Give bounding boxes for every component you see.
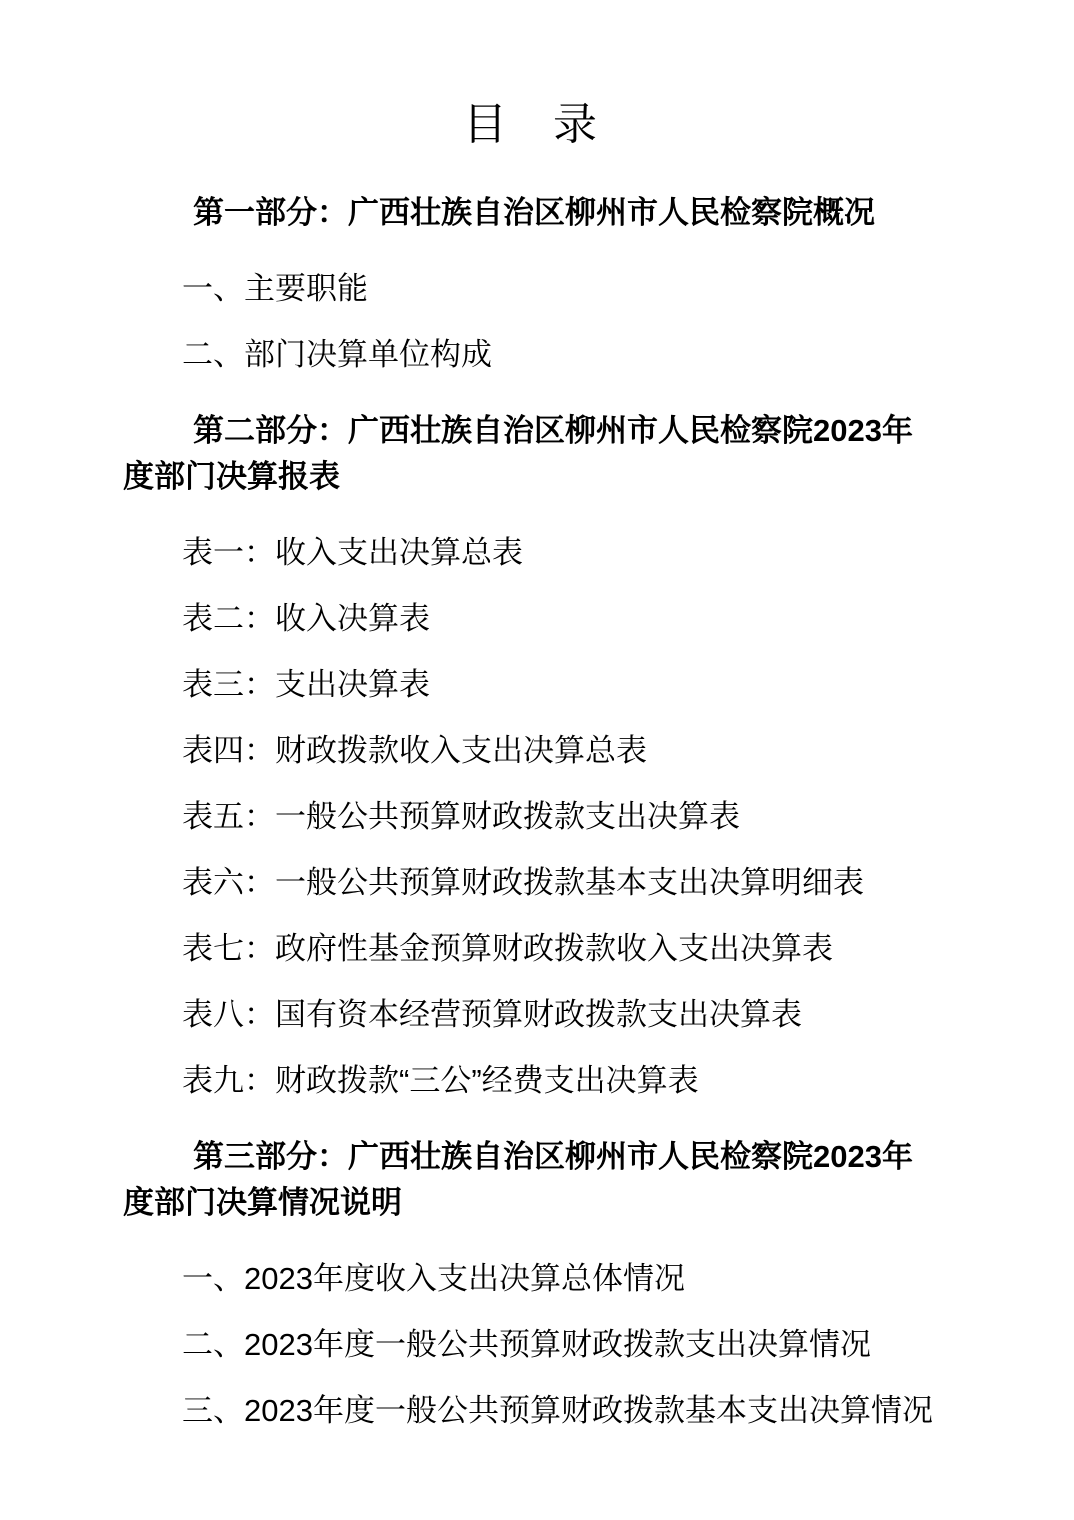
toc-item: 表六：一般公共预算财政拨款基本支出决算明细表	[182, 865, 864, 900]
toc-item: 表三：支出决算表	[182, 667, 430, 702]
table-of-contents	[123, 190, 938, 1434]
section-heading-3: 第三部分：广西壮族自治区柳州市人民检察院2023年度部门决算情况说明	[123, 1139, 913, 1220]
toc-item: 表八：国有资本经营预算财政拨款支出决算表	[182, 997, 802, 1032]
section-heading-2: 第二部分：广西壮族自治区柳州市人民检察院2023年度部门决算报表	[123, 413, 913, 494]
page-title: 目 录	[463, 100, 598, 149]
toc-item: 表五：一般公共预算财政拨款支出决算表	[182, 799, 740, 834]
toc-item: 二、2023年度一般公共预算财政拨款支出决算情况	[182, 1327, 871, 1362]
toc-item: 一、主要职能	[182, 271, 368, 306]
toc-item: 二、部门决算单位构成	[182, 337, 492, 372]
toc-item: 表九：财政拨款“三公”经费支出决算表	[182, 1063, 699, 1098]
section-heading-1: 第一部分：广西壮族自治区柳州市人民检察院概况	[193, 195, 875, 230]
toc-item: 表四：财政拨款收入支出决算总表	[182, 733, 647, 768]
toc-item: 三、2023年度一般公共预算财政拨款基本支出决算情况	[182, 1393, 933, 1428]
toc-item: 表二：收入决算表	[182, 601, 430, 636]
toc-item: 表七：政府性基金预算财政拨款收入支出决算表	[182, 931, 833, 966]
toc-item: 一、2023年度收入支出决算总体情况	[182, 1261, 685, 1296]
toc-item: 表一：收入支出决算总表	[182, 535, 523, 570]
